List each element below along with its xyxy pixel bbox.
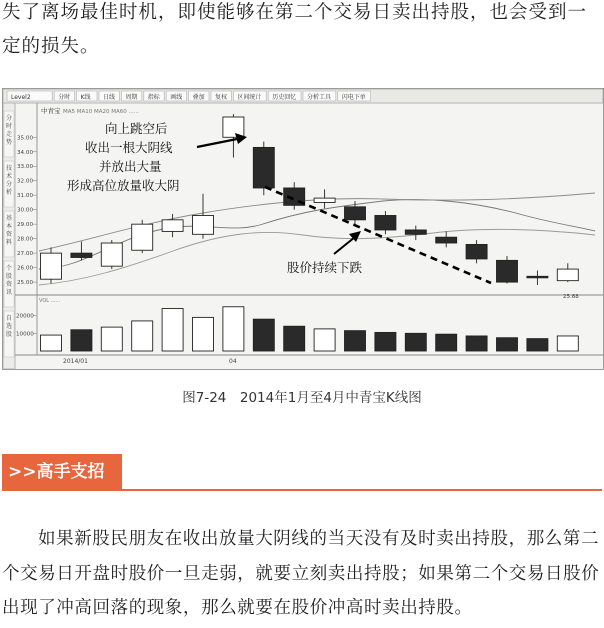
toolbar-button-label: Level2	[11, 94, 31, 101]
volume-bar	[71, 330, 92, 351]
date-label-2: 04	[229, 358, 237, 365]
figure-caption: 图7-24 2014年1月至4月中青宝K线图	[182, 390, 422, 406]
left-tab-char: 基	[6, 215, 13, 222]
price-tick-label: 28.00	[17, 236, 34, 243]
volume-bar	[557, 336, 578, 351]
toolbar-button-label: 画线	[170, 94, 183, 101]
volume-tick-label: 10000	[16, 331, 34, 338]
toolbar-button-label: 区间统计	[237, 94, 262, 101]
toolbar-button-label: 叠加	[192, 94, 205, 101]
left-tab-char: 势	[6, 139, 13, 146]
candle-body	[223, 117, 244, 137]
intro-paragraph: 失了离场最佳时机，即使能够在第二个交易日卖出持股，也会受到一定的损失。	[2, 2, 588, 57]
toolbar-button-label: 日线	[103, 94, 116, 101]
annotation-top-2: 收出一根大阴线	[85, 140, 173, 155]
annotation-arrow-1	[197, 139, 237, 147]
low-price-label: 25.68	[563, 294, 579, 300]
candle-body	[253, 147, 274, 188]
candle-body	[375, 215, 396, 229]
volume-bar	[436, 334, 457, 351]
price-tick-label: 26.00	[17, 265, 34, 272]
candle-body	[132, 224, 153, 250]
left-tab-char: 讯	[6, 289, 13, 296]
price-tick-label: 35.00	[17, 135, 34, 142]
left-tab-char: 时	[6, 123, 13, 130]
price-tick-label: 31.00	[17, 193, 34, 200]
candle-body	[405, 230, 426, 234]
toolbar-button-label: 复权	[215, 94, 228, 101]
price-tick-label: 25.00	[17, 280, 34, 287]
left-tab-char: 选	[6, 323, 13, 330]
volume-bar	[405, 333, 426, 351]
left-tab-char: 走	[6, 131, 13, 138]
volume-bar	[193, 317, 214, 351]
candlestick-chart	[3, 89, 603, 369]
annotation-trend: 股价持续下跌	[287, 260, 363, 275]
left-tab-char: 术	[6, 173, 13, 180]
left-tab-char: 股	[6, 273, 13, 280]
toolbar-button-label: 周期	[125, 94, 138, 101]
volume-bar	[132, 321, 153, 351]
price-tick-label: 32.00	[17, 178, 34, 185]
volume-bar	[527, 339, 548, 351]
ma-info-row: MA5 MA10 MA20 MA60 ......	[63, 109, 140, 115]
toolbar-button-label: 分析工具	[307, 94, 332, 101]
volume-bar	[162, 309, 183, 351]
left-tab-char: 料	[6, 239, 13, 246]
candle-body	[466, 244, 487, 258]
toolbar-button-label: 历史回忆	[272, 94, 297, 101]
price-tick-label: 34.00	[17, 149, 34, 156]
left-tab-char: 析	[6, 189, 13, 196]
volume-tick-label: 20000	[16, 313, 34, 320]
advice-paragraph: 如果新股民朋友在收出放量大阴线的当天没有及时卖出持股，那么第二个交易日开盘时股价一旦走弱，就要立刻卖出持股；如果第二个交易日股价出现了冲高回落的现象，那么就要在股价冲高时卖出持股。	[2, 529, 600, 618]
toolbar-button-label: 闪电下单	[341, 94, 366, 101]
volume-bar	[253, 319, 274, 351]
toolbar-button-label: K线	[80, 94, 91, 101]
volume-bar	[466, 336, 487, 351]
left-tab-char: 个	[6, 265, 13, 272]
candle-body	[497, 260, 518, 282]
annotation-top-1: 向上跳空后	[105, 121, 168, 136]
left-tab-char: 自	[6, 315, 13, 322]
volume-bar	[497, 338, 518, 351]
left-tab-char: 资	[6, 231, 13, 238]
candle-body	[101, 243, 122, 266]
candle-body	[314, 198, 335, 202]
price-tick-label: 29.00	[17, 222, 34, 229]
price-tick-label: 33.00	[17, 164, 34, 171]
volume-bar	[284, 326, 305, 351]
left-tab-char: 分	[6, 181, 13, 188]
section-title-badge: >>高手支招	[2, 454, 122, 491]
volume-bar	[223, 307, 244, 351]
volume-bar	[345, 331, 366, 351]
candle-body	[557, 269, 578, 281]
annotation-arrow-2	[334, 237, 355, 254]
candle-body	[41, 253, 62, 279]
left-tab-char: 技	[6, 165, 13, 172]
annotation-top-4: 形成高位放量收大阴	[67, 178, 180, 193]
left-tab-char: 资	[6, 281, 13, 288]
section-underline	[2, 489, 602, 491]
volume-bar	[314, 329, 335, 351]
candle-body	[162, 220, 183, 232]
toolbar-button-label: 分时	[58, 94, 71, 101]
volume-bar	[375, 332, 396, 351]
annotation-top-3: 并放出大量	[99, 159, 162, 174]
volume-info-row: VOL ......	[39, 298, 61, 304]
candle-body	[436, 237, 457, 243]
left-tab-char: 本	[6, 223, 13, 230]
toolbar-button-label: 指标	[147, 94, 160, 101]
volume-bar	[101, 327, 122, 351]
candle-body	[527, 276, 548, 278]
candle-body	[193, 215, 214, 234]
stock-name-label: 中青宝	[41, 107, 61, 115]
stock-chart-screenshot	[2, 88, 604, 370]
candle-body	[345, 207, 366, 220]
date-label-1: 2014/01	[63, 358, 88, 365]
left-tab-char: 股	[6, 331, 13, 338]
volume-bar	[41, 335, 62, 351]
price-tick-label: 27.00	[17, 251, 34, 258]
price-tick-label: 30.00	[17, 207, 34, 214]
candle-body	[71, 253, 92, 257]
left-tab-char: 分	[6, 115, 13, 122]
